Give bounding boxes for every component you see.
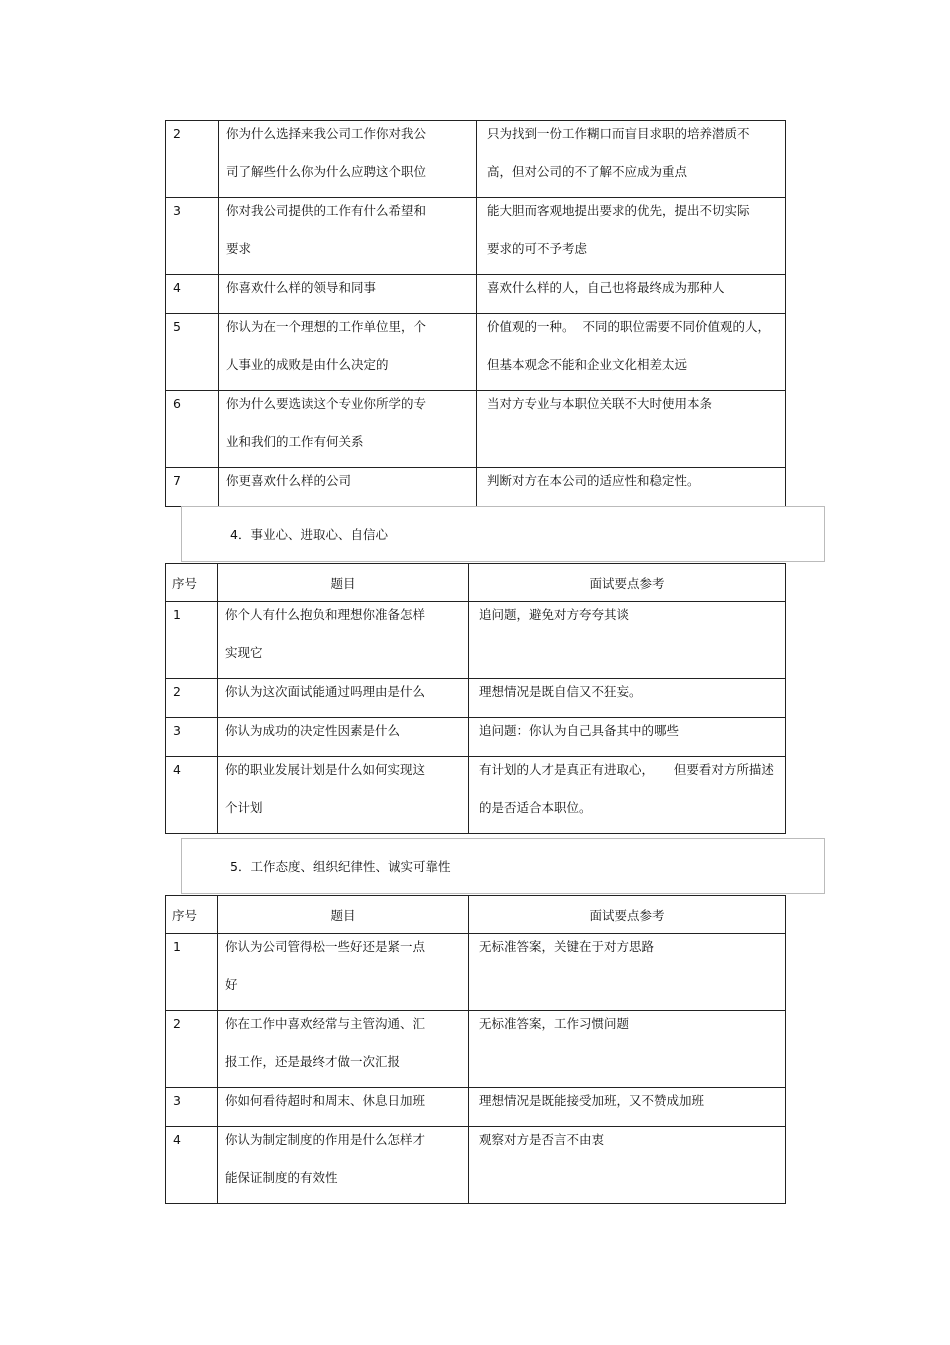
table-row <box>166 757 786 834</box>
table-row <box>166 1011 786 1088</box>
question-cell: 你为什么要选读这个专业你所学的专 业和我们的工作有何关系 <box>219 391 477 468</box>
header-answer: 面试要点参考 <box>469 896 786 934</box>
row-number: 2 <box>166 121 219 198</box>
row-number: 3 <box>166 718 218 757</box>
row-number: 4 <box>166 275 219 314</box>
question-cell: 你喜欢什么样的领导和同事 <box>219 275 477 314</box>
answer-cell: 价值观的一种。 不同的职位需要不同价值观的人， 但基本观念不能和企业文化相差太远 <box>477 314 786 391</box>
question-cell: 你认为在一个理想的工作单位里，个 人事业的成败是由什么决定的 <box>219 314 477 391</box>
section-heading <box>181 838 825 894</box>
header-question: 题目 <box>218 564 469 602</box>
question-cell: 你更喜欢什么样的公司 <box>219 468 477 507</box>
section-title: 5．工作态度、组织纪律性、诚实可靠性 <box>230 859 451 874</box>
row-number: 2 <box>166 1011 218 1088</box>
row-number: 4 <box>166 757 218 834</box>
row-number: 6 <box>166 391 219 468</box>
table-row <box>166 121 786 198</box>
question-cell: 你认为这次面试能通过吗理由是什么 <box>218 679 469 718</box>
answer-cell: 追问题：你认为自己具备其中的哪些 <box>469 718 786 757</box>
question-cell: 你在工作中喜欢经常与主管沟通、汇 报工作，还是最终才做一次汇报 <box>218 1011 469 1088</box>
answer-cell: 能大胆而客观地提出要求的优先，提出不切实际 要求的可不予考虑 <box>477 198 786 275</box>
row-number: 3 <box>166 198 219 275</box>
table-2 <box>165 563 786 834</box>
question-cell: 你对我公司提供的工作有什么希望和 要求 <box>219 198 477 275</box>
row-number: 4 <box>166 1127 218 1204</box>
answer-cell: 无标准答案，工作习惯问题 <box>469 1011 786 1088</box>
table-row <box>166 198 786 275</box>
table-row <box>166 602 786 679</box>
table-row <box>166 468 786 507</box>
section-heading <box>181 506 825 562</box>
table-row <box>166 275 786 314</box>
question-cell: 你认为制定制度的作用是什么怎样才 能保证制度的有效性 <box>218 1127 469 1204</box>
answer-cell: 无标准答案，关键在于对方思路 <box>469 934 786 1011</box>
question-cell: 你如何看待超时和周末、休息日加班 <box>218 1088 469 1127</box>
row-number: 1 <box>166 934 218 1011</box>
question-cell: 你个人有什么抱负和理想你准备怎样 实现它 <box>218 602 469 679</box>
header-number: 序号 <box>166 564 218 602</box>
table-row <box>166 391 786 468</box>
table-row <box>166 1088 786 1127</box>
answer-cell: 观察对方是否言不由衷 <box>469 1127 786 1204</box>
answer-cell: 理想情况是既能接受加班，又不赞成加班 <box>469 1088 786 1127</box>
table-row <box>166 679 786 718</box>
table-header <box>166 564 786 602</box>
answer-cell: 当对方专业与本职位关联不大时使用本条 <box>477 391 786 468</box>
section-title: 4．事业心、进取心、自信心 <box>230 527 388 542</box>
table-row <box>166 314 786 391</box>
table-row <box>166 1127 786 1204</box>
table-header <box>166 896 786 934</box>
answer-cell: 判断对方在本公司的适应性和稳定性。 <box>477 468 786 507</box>
table-row <box>166 718 786 757</box>
row-number: 1 <box>166 602 218 679</box>
answer-cell: 理想情况是既自信又不狂妄。 <box>469 679 786 718</box>
table-1 <box>165 120 786 507</box>
row-number: 3 <box>166 1088 218 1127</box>
header-question: 题目 <box>218 896 469 934</box>
answer-cell: 有计划的人才是真正有进取心， 但要看对方所描述 的是否适合本职位。 <box>469 757 786 834</box>
answer-cell: 追问题，避免对方夸夸其谈 <box>469 602 786 679</box>
question-cell: 你的职业发展计划是什么如何实现这 个计划 <box>218 757 469 834</box>
row-number: 5 <box>166 314 219 391</box>
question-cell: 你认为成功的决定性因素是什么 <box>218 718 469 757</box>
header-answer: 面试要点参考 <box>469 564 786 602</box>
row-number: 7 <box>166 468 219 507</box>
table-3 <box>165 895 786 1204</box>
table-row <box>166 934 786 1011</box>
answer-cell: 只为找到一份工作糊口而盲目求职的培养潜质不 高，但对公司的不了解不应成为重点 <box>477 121 786 198</box>
question-cell: 你为什么选择来我公司工作你对我公 司了解些什么你为什么应聘这个职位 <box>219 121 477 198</box>
question-cell: 你认为公司管得松一些好还是紧一点 好 <box>218 934 469 1011</box>
answer-cell: 喜欢什么样的人，自己也将最终成为那种人 <box>477 275 786 314</box>
header-number: 序号 <box>166 896 218 934</box>
row-number: 2 <box>166 679 218 718</box>
